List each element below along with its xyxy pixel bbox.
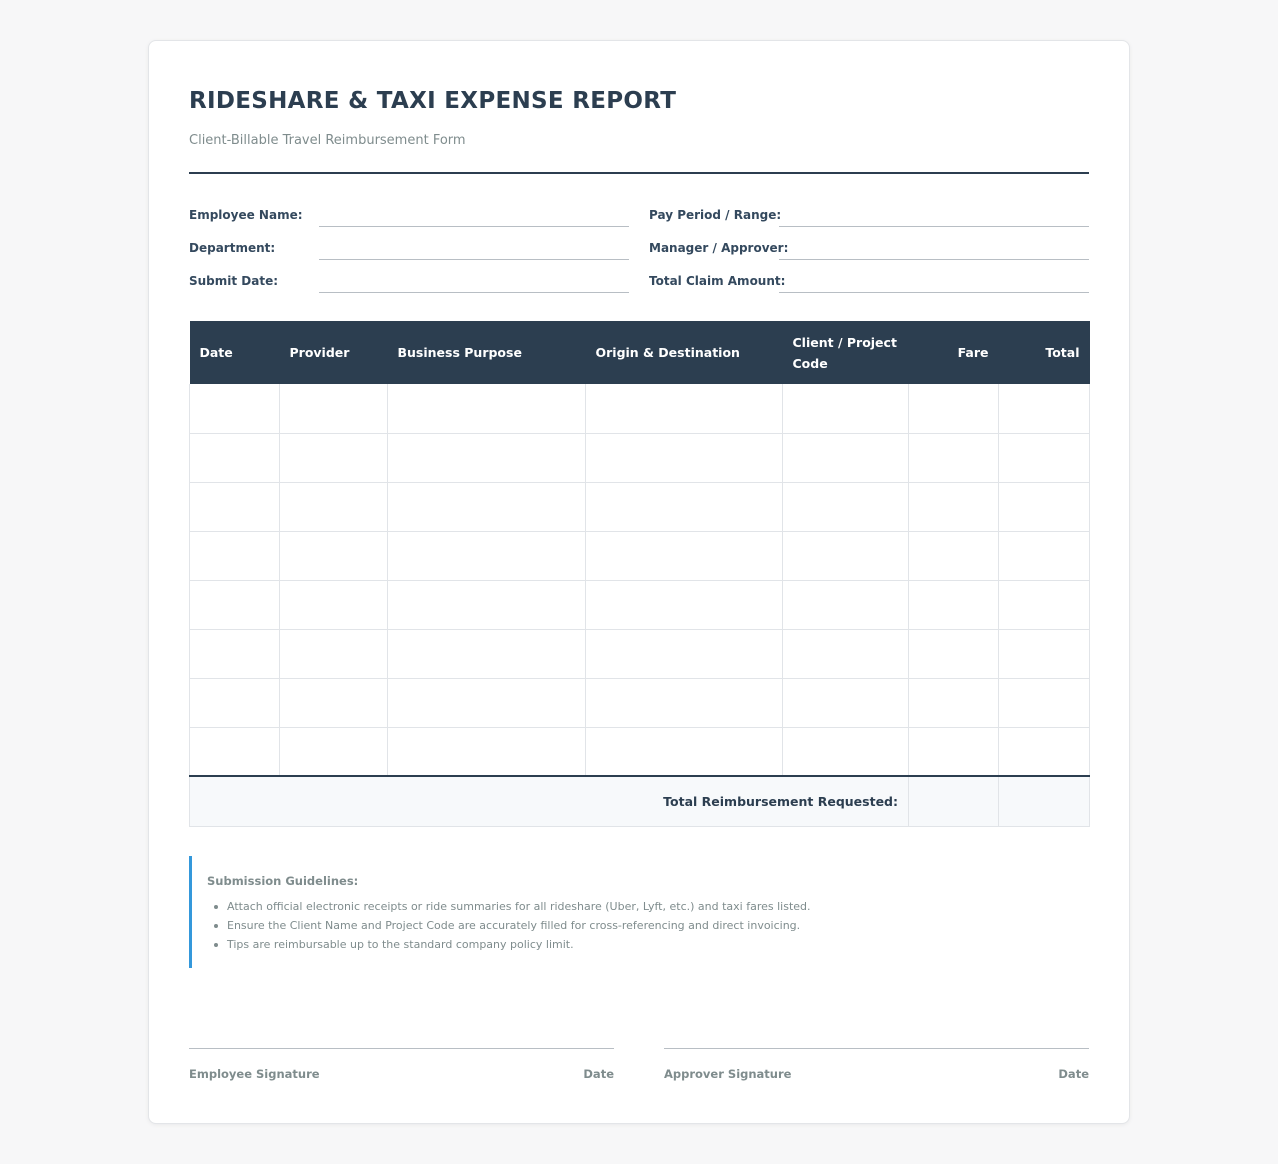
table-cell[interactable] xyxy=(190,384,280,433)
table-cell[interactable] xyxy=(586,433,783,482)
employee-name-label: Employee Name: xyxy=(189,208,303,222)
table-cell[interactable] xyxy=(909,384,999,433)
column-header-date: Date xyxy=(190,321,280,384)
total-claim-field xyxy=(649,271,1089,293)
table-row xyxy=(190,433,1090,482)
approver-signature-label: Approver Signature xyxy=(664,1067,792,1081)
table-cell[interactable] xyxy=(999,727,1090,776)
department-field xyxy=(189,238,629,260)
table-footer-row xyxy=(190,776,1090,826)
table-cell[interactable] xyxy=(388,580,586,629)
table-cell[interactable] xyxy=(190,727,280,776)
submit-date-input[interactable] xyxy=(319,292,629,293)
submission-guidelines xyxy=(189,856,1089,968)
total-claim-label: Total Claim Amount: xyxy=(649,274,786,288)
pay-period-label: Pay Period / Range: xyxy=(649,208,782,222)
table-cell[interactable] xyxy=(388,678,586,727)
expense-report-page xyxy=(148,40,1130,1124)
total-claim-input[interactable] xyxy=(779,292,1089,293)
table-cell[interactable] xyxy=(586,531,783,580)
table-cell[interactable] xyxy=(190,531,280,580)
pay-period-input[interactable] xyxy=(779,226,1089,227)
pay-period-field xyxy=(649,205,1089,227)
guidelines-list xyxy=(207,897,1089,954)
column-header-origin-destination: Origin & Destination xyxy=(586,321,783,384)
table-row xyxy=(190,678,1090,727)
header-divider xyxy=(189,172,1089,174)
table-cell[interactable] xyxy=(783,727,909,776)
table-cell[interactable] xyxy=(909,482,999,531)
table-cell[interactable] xyxy=(190,433,280,482)
table-cell[interactable] xyxy=(388,727,586,776)
column-header-total: Total xyxy=(999,321,1090,384)
total-amount-cell[interactable] xyxy=(999,776,1090,826)
table-cell[interactable] xyxy=(783,629,909,678)
table-cell[interactable] xyxy=(280,384,388,433)
table-cell[interactable] xyxy=(783,580,909,629)
manager-input[interactable] xyxy=(779,259,1089,260)
column-header-business-purpose: Business Purpose xyxy=(388,321,586,384)
manager-field xyxy=(649,238,1089,260)
table-cell[interactable] xyxy=(909,531,999,580)
employee-signature-date-label: Date xyxy=(583,1067,614,1081)
column-header-provider: Provider xyxy=(280,321,388,384)
approver-signature-date-label: Date xyxy=(1058,1067,1089,1081)
table-cell[interactable] xyxy=(783,482,909,531)
department-input[interactable] xyxy=(319,259,629,260)
table-row xyxy=(190,629,1090,678)
table-cell[interactable] xyxy=(909,433,999,482)
table-cell[interactable] xyxy=(388,482,586,531)
column-header-client-project-code: Client / Project Code xyxy=(783,321,909,384)
table-cell[interactable] xyxy=(586,678,783,727)
table-cell[interactable] xyxy=(999,384,1090,433)
table-row xyxy=(190,531,1090,580)
table-cell[interactable] xyxy=(388,384,586,433)
table-cell[interactable] xyxy=(999,629,1090,678)
table-cell[interactable] xyxy=(190,629,280,678)
table-row xyxy=(190,580,1090,629)
column-header-fare: Fare xyxy=(909,321,999,384)
total-fare-cell[interactable] xyxy=(909,776,999,826)
table-cell[interactable] xyxy=(280,629,388,678)
table-cell[interactable] xyxy=(280,678,388,727)
table-cell[interactable] xyxy=(586,482,783,531)
table-cell[interactable] xyxy=(190,580,280,629)
employee-name-input[interactable] xyxy=(319,226,629,227)
table-cell[interactable] xyxy=(586,580,783,629)
table-cell[interactable] xyxy=(586,384,783,433)
table-cell[interactable] xyxy=(909,580,999,629)
employee-name-field xyxy=(189,205,629,227)
table-cell[interactable] xyxy=(190,678,280,727)
table-cell[interactable] xyxy=(783,384,909,433)
table-cell[interactable] xyxy=(783,678,909,727)
table-cell[interactable] xyxy=(909,727,999,776)
submit-date-field xyxy=(189,271,629,293)
table-cell[interactable] xyxy=(586,629,783,678)
table-cell[interactable] xyxy=(909,678,999,727)
table-header-row xyxy=(190,321,1090,384)
table-cell[interactable] xyxy=(388,433,586,482)
table-cell[interactable] xyxy=(999,580,1090,629)
guideline-item: Attach official electronic receipts or ride summaries for all rideshare (Uber, Lyft, etc.) and taxi fares listed. xyxy=(207,897,1089,916)
table-cell[interactable] xyxy=(280,433,388,482)
table-cell[interactable] xyxy=(999,482,1090,531)
page-title: RIDESHARE & TAXI EXPENSE REPORT xyxy=(189,88,677,114)
table-cell[interactable] xyxy=(280,727,388,776)
table-cell[interactable] xyxy=(388,629,586,678)
table-cell[interactable] xyxy=(190,482,280,531)
table-cell[interactable] xyxy=(999,531,1090,580)
employee-signature-block[interactable] xyxy=(189,1048,614,1088)
expense-table xyxy=(189,321,1089,827)
table-cell[interactable] xyxy=(586,727,783,776)
submit-date-label: Submit Date: xyxy=(189,274,279,288)
table-cell[interactable] xyxy=(280,580,388,629)
table-cell[interactable] xyxy=(783,531,909,580)
table-cell[interactable] xyxy=(999,433,1090,482)
table-cell[interactable] xyxy=(999,678,1090,727)
table-row xyxy=(190,384,1090,433)
employee-signature-label: Employee Signature xyxy=(189,1067,320,1081)
table-cell[interactable] xyxy=(909,629,999,678)
total-reimbursement-label: Total Reimbursement Requested: xyxy=(190,776,909,826)
table-cell[interactable] xyxy=(280,531,388,580)
table-row xyxy=(190,482,1090,531)
manager-label: Manager / Approver: xyxy=(649,241,789,255)
approver-signature-block[interactable] xyxy=(664,1048,1089,1088)
table-cell[interactable] xyxy=(280,482,388,531)
guideline-item: Ensure the Client Name and Project Code are accurately filled for cross-referencing and direct invoicing. xyxy=(207,916,1089,935)
department-label: Department: xyxy=(189,241,276,255)
guidelines-title: Submission Guidelines: xyxy=(207,874,359,888)
table-cell[interactable] xyxy=(388,531,586,580)
table-row xyxy=(190,727,1090,776)
guideline-item: Tips are reimbursable up to the standard company policy limit. xyxy=(207,935,1089,954)
page-subtitle: Client-Billable Travel Reimbursement Form xyxy=(189,133,466,148)
table-cell[interactable] xyxy=(783,433,909,482)
